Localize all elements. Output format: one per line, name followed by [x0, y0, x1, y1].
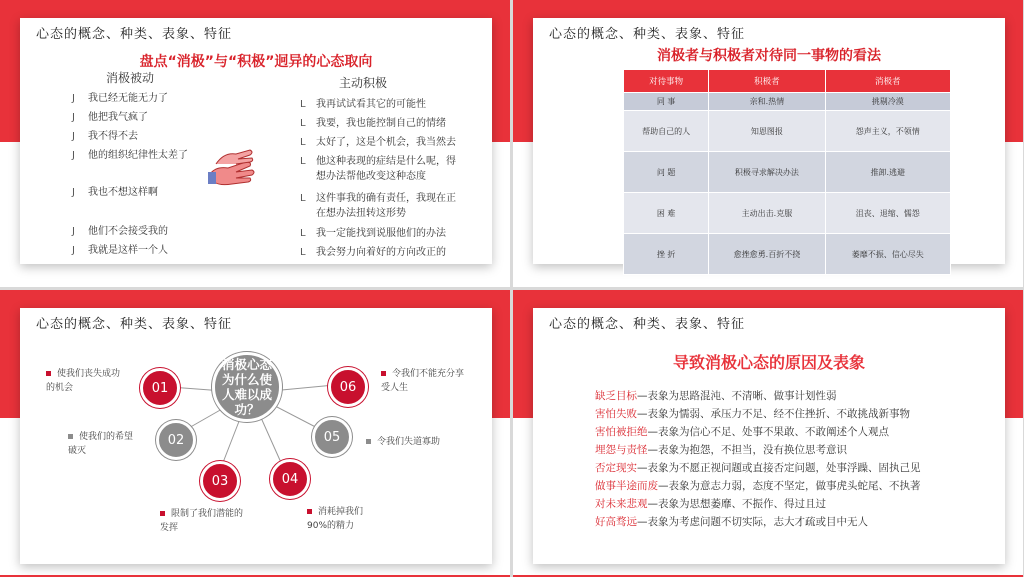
column-header: 积极者	[709, 70, 825, 93]
smile-bullet-icon: J	[72, 187, 75, 198]
table-row	[624, 193, 951, 234]
content-card	[533, 18, 1005, 264]
frown-bullet-icon: L	[300, 156, 306, 167]
list-item	[300, 189, 456, 204]
cause-item	[595, 424, 889, 439]
smile-bullet-icon: J	[72, 112, 75, 123]
list-item	[300, 133, 456, 148]
frown-bullet-icon: L	[300, 99, 306, 110]
table-cell: 主动出击.克服	[709, 193, 825, 234]
list-item-text: 他把我气疯了	[88, 112, 148, 123]
smile-bullet-icon: J	[72, 150, 75, 161]
smile-bullet-icon: J	[72, 93, 75, 104]
cause-item	[595, 496, 826, 511]
list-item-text: 他们不会接受我的	[88, 226, 168, 237]
cause-keyword: 做事半途而废	[595, 480, 658, 492]
table-cell: 挑剔冷漠	[825, 93, 950, 111]
list-item-text: 我一定能找到说服他们的办法	[316, 228, 446, 239]
comparison-table	[623, 69, 951, 275]
point-circle-02: 02	[156, 420, 196, 460]
table-cell: 推卸.逃避	[825, 152, 950, 193]
point-note-01	[46, 367, 126, 395]
cause-keyword: 害怕失败	[595, 408, 637, 420]
list-item	[300, 243, 446, 258]
slide-1[interactable]	[0, 0, 510, 287]
positive-column-heading: 主动积极	[339, 76, 388, 90]
table-row	[624, 152, 951, 193]
cause-keyword: 埋怨与责怪	[595, 444, 648, 456]
cause-keyword: 否定现实	[595, 462, 637, 474]
table-cell: 问 题	[624, 152, 709, 193]
list-item	[72, 183, 158, 198]
slide-title: 导致消极心态的原因及表象	[672, 353, 865, 372]
list-item	[72, 222, 168, 237]
point-circle-03: 03	[200, 461, 240, 501]
frown-bullet-icon: L	[300, 137, 306, 148]
slide-4[interactable]	[513, 290, 1023, 577]
cause-description: —表象为考虑问题不切实际，志大才疏或目中无人	[637, 516, 868, 528]
cause-item	[595, 460, 921, 475]
smile-bullet-icon: J	[72, 226, 75, 237]
cause-item	[595, 388, 837, 403]
cause-description: —表象为懦弱、承压力不足、经不住挫折、不敢挑战新事物	[637, 408, 910, 420]
list-item	[72, 241, 168, 256]
slide-title: 盘点“消极”与“积极”迥异的心态取向	[139, 54, 373, 70]
point-note-03	[160, 507, 250, 535]
table-cell: 知恩图报	[709, 111, 825, 152]
point-circle-01: 01	[140, 368, 180, 408]
cause-description: —表象为信心不足、处事不果敢、不敢阐述个人观点	[647, 426, 889, 438]
content-card	[20, 308, 492, 564]
list-item-text: 我也不想这样啊	[88, 187, 158, 198]
list-item	[72, 146, 188, 161]
list-item-continuation: 在想办法扭转这形势	[316, 208, 406, 219]
list-item-text: 我不得不去	[88, 131, 138, 142]
list-item	[72, 89, 168, 104]
cause-keyword: 害怕被拒绝	[595, 426, 648, 438]
cause-item	[595, 406, 910, 421]
cause-keyword: 对未来悲观	[595, 498, 648, 510]
list-item-text: 我会努力向着好的方向改正的	[316, 247, 446, 258]
table-cell: 亲和.热情	[709, 93, 825, 111]
point-circle-05: 05	[312, 417, 352, 457]
cause-keyword: 好高骛远	[595, 516, 637, 528]
table-cell: 帮助自己的人	[624, 111, 709, 152]
list-item-text: 这件事我的确有责任，我现在正	[316, 193, 456, 204]
table-header-row	[624, 70, 951, 93]
point-note-04	[307, 505, 377, 533]
list-item	[300, 114, 446, 129]
table-cell: 挫 折	[624, 234, 709, 275]
slide-3[interactable]	[0, 290, 510, 577]
list-item	[300, 224, 446, 239]
cause-item	[595, 442, 847, 457]
frown-bullet-icon: L	[300, 247, 306, 258]
cause-item	[595, 478, 921, 493]
table-cell: 萎靡不振、信心尽失	[825, 234, 950, 275]
square-bullet-icon	[46, 371, 51, 376]
list-item-text: 他的组织纪律性太差了	[88, 150, 188, 161]
list-item	[300, 95, 426, 110]
square-bullet-icon	[68, 434, 73, 439]
table-cell: 同 事	[624, 93, 709, 111]
content-card	[20, 18, 492, 264]
table-cell: 愈挫愈勇.百折不挠	[709, 234, 825, 275]
list-item	[72, 127, 138, 142]
cause-description: —表象为意志力弱，态度不坚定，做事虎头蛇尾、不执著	[658, 480, 921, 492]
point-note-02	[68, 430, 138, 458]
cause-description: —表象为思路混沌、不清晰、做事计划性弱	[637, 390, 837, 402]
table-row	[624, 234, 951, 275]
note-text: 使我们的希望破灭	[68, 432, 134, 456]
list-item	[300, 152, 456, 167]
table-cell: 怨声主义，不领情	[825, 111, 950, 152]
slide-header: 心态的概念、种类、表象、特征	[549, 27, 746, 42]
list-item-text: 太好了，这是个机会，我当然去	[316, 137, 456, 148]
point-circle-06: 06	[328, 367, 368, 407]
cause-item	[595, 514, 868, 529]
note-text: 使我们丧失成功的机会	[46, 369, 121, 393]
note-text: 令我们不能充分享受人生	[381, 369, 465, 393]
list-item-text: 我就是这样一个人	[88, 245, 168, 256]
cause-description: —表象为抱怨，不担当，没有换位思考意识	[647, 444, 847, 456]
slide-title: 消极者与积极者对待同一事物的看法	[657, 48, 881, 64]
point-note-06	[381, 367, 471, 395]
table-row	[624, 111, 951, 152]
frown-bullet-icon: L	[300, 193, 306, 204]
cause-keyword: 缺乏目标	[595, 390, 637, 402]
column-header: 消极者	[825, 70, 950, 93]
smile-bullet-icon: J	[72, 245, 75, 256]
slide-2[interactable]	[513, 0, 1023, 287]
slide-header: 心态的概念、种类、表象、特征	[36, 27, 233, 42]
content-card	[533, 308, 1005, 564]
slide-header: 心态的概念、种类、表象、特征	[549, 317, 746, 332]
slide-header: 心态的概念、种类、表象、特征	[36, 317, 233, 332]
note-text: 消耗掉我们90%的精力	[307, 507, 364, 531]
point-circle-04: 04	[270, 459, 310, 499]
square-bullet-icon	[307, 509, 312, 514]
list-item-text: 我要，我也能控制自己的情绪	[316, 118, 446, 129]
frown-bullet-icon: L	[300, 228, 306, 239]
column-header: 对待事物	[624, 70, 709, 93]
square-bullet-icon	[381, 371, 386, 376]
table-cell: 沮丧、退缩、懦怨	[825, 193, 950, 234]
smile-bullet-icon: J	[72, 131, 75, 142]
square-bullet-icon	[366, 439, 371, 444]
table-row	[624, 93, 951, 111]
point-note-05	[366, 435, 446, 449]
note-text: 令我们失道寡助	[377, 437, 441, 447]
list-item-text: 他这种表现的症结是什么呢，得	[316, 156, 456, 167]
hands-clipart-icon	[206, 144, 258, 188]
list-item-text: 我再试试看其它的可能性	[316, 99, 426, 110]
center-question-circle: 消极心态为什么使人难以成功？	[212, 352, 282, 422]
negative-column-heading: 消极被动	[106, 71, 155, 85]
cause-description: —表象为思想萎靡、不振作、得过且过	[647, 498, 826, 510]
note-text: 限制了我们潜能的发挥	[160, 509, 244, 533]
table-cell: 积极寻求解决办法	[709, 152, 825, 193]
list-item	[72, 108, 148, 123]
list-item-text: 我已经无能无力了	[88, 93, 168, 104]
cause-description: —表象为不愿正视问题或直接否定问题，处事浮躁、固执己见	[637, 462, 921, 474]
frown-bullet-icon: L	[300, 118, 306, 129]
table-cell: 困 难	[624, 193, 709, 234]
list-item-continuation: 想办法帮他改变这种态度	[316, 171, 426, 182]
square-bullet-icon	[160, 511, 165, 516]
